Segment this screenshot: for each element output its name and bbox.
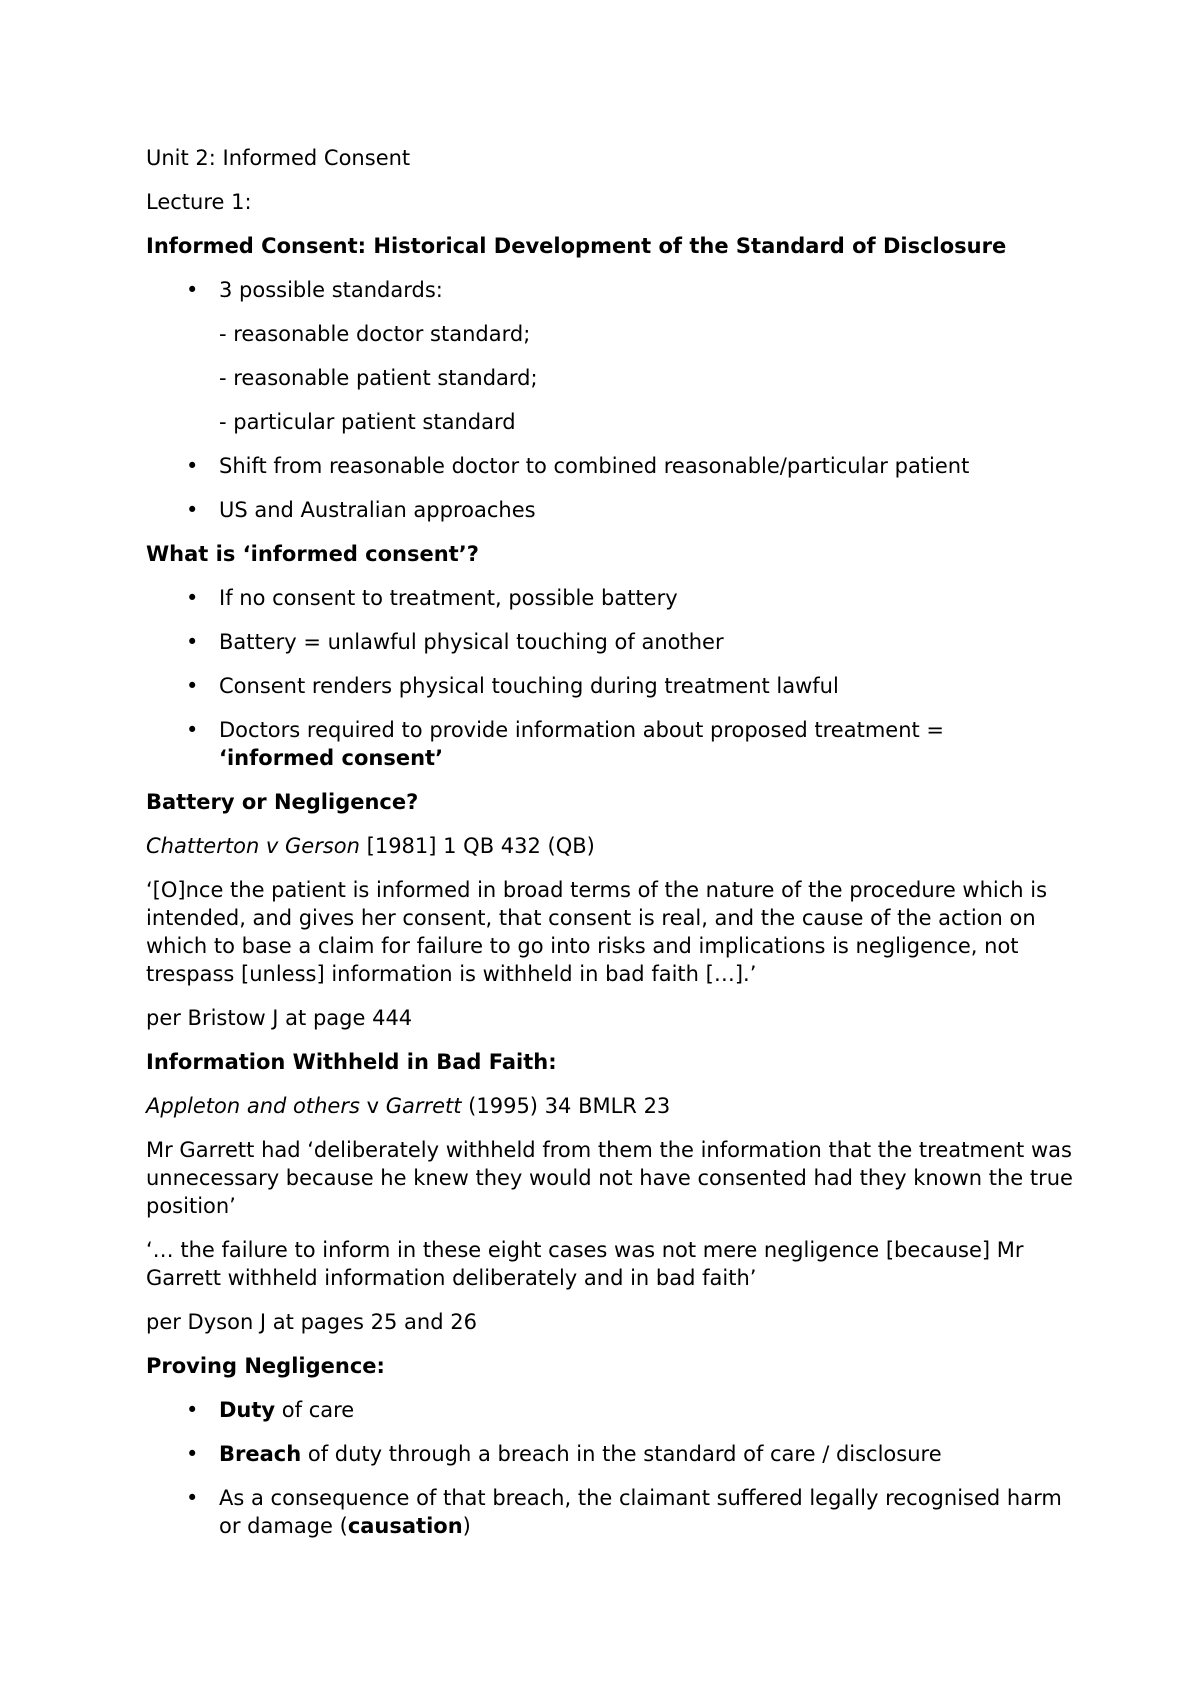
sub-item-reasonable-patient: - reasonable patient standard; [219, 366, 538, 390]
list-item [146, 1484, 1086, 1540]
list-item [146, 276, 1086, 436]
case-citation: (1995) 34 BMLR 23 [461, 1094, 671, 1118]
case-quote: ‘[O]nce the patient is informed in broad terms of the nature of the procedure which is intended, and gives her consent, that consent is real, and the cause of the action on which to base a claim for failure to go into risks and implications is negligence, not trespass [unless] information is withheld in bad faith […].’ [146, 878, 1048, 986]
list-item [146, 716, 1086, 772]
case-quote: ‘… the failure to inform in these eight cases was not mere negligence [because] Mr Garrett withheld information deliberately and in bad faith’ [146, 1238, 1024, 1290]
list-item [146, 1396, 1086, 1424]
list-item-bold: ‘informed consent’ [219, 746, 444, 770]
standards-sublist [219, 320, 1086, 436]
case-reference-appleton [146, 1092, 1086, 1120]
list-item-text: 3 possible standards: [219, 278, 443, 302]
informed-consent-list [146, 584, 1086, 772]
section-heading-proving-negligence: Proving Negligence: [146, 1354, 385, 1378]
list-item-text: As a consequence of that breach, the claimant suffered legally recognised harm or damage ( [219, 1486, 1062, 1538]
standards-list [146, 276, 1086, 524]
list-item-text: Doctors required to provide information about proposed treatment = [219, 718, 945, 742]
list-item: • US and Australian approaches [146, 496, 1086, 524]
list-item-bold: Duty [219, 1398, 276, 1422]
list-item-bold: causation [347, 1514, 463, 1538]
list-item-text: of care [275, 1398, 355, 1422]
unit-title: Unit 2: Informed Consent [146, 146, 411, 170]
list-item: • Battery = unlawful physical touching of another [146, 628, 1086, 656]
sub-item-particular-patient: - particular patient standard [219, 410, 516, 434]
list-item: • Consent renders physical touching during treatment lawful [146, 672, 1086, 700]
section-heading-what-is-informed-consent: What is ‘informed consent’? [146, 542, 479, 566]
quote-attribution: per Bristow J at page 444 [146, 1006, 413, 1030]
case-name-part1: Appleton and others [146, 1094, 360, 1118]
case-name-part2: Garrett [385, 1094, 462, 1118]
case-citation: [1981] 1 QB 432 (QB) [359, 834, 595, 858]
case-reference-chatterton [146, 832, 1086, 860]
list-item: • If no consent to treatment, possible battery [146, 584, 1086, 612]
case-name: Chatterton v Gerson [146, 834, 360, 858]
quote-attribution: per Dyson J at pages 25 and 26 [146, 1310, 477, 1334]
section-heading-bad-faith: Information Withheld in Bad Faith: [146, 1050, 557, 1074]
list-item-text: of duty through a breach in the standard of care / disclosure [301, 1442, 942, 1466]
list-item-bold: Breach [219, 1442, 302, 1466]
sub-item-reasonable-doctor: - reasonable doctor standard; [219, 322, 531, 346]
section-heading-battery-or-negligence: Battery or Negligence? [146, 790, 419, 814]
case-versus: v [359, 1094, 386, 1118]
list-item: • Shift from reasonable doctor to combined reasonable/particular patient [146, 452, 1086, 480]
lecture-label: Lecture 1: [146, 190, 252, 214]
list-item-text: ) [462, 1514, 471, 1538]
case-paragraph: Mr Garrett had ‘deliberately withheld from them the information that the treatment was unnecessary because he knew they would not have consented had they known the true position’ [146, 1138, 1073, 1218]
list-item [146, 1440, 1086, 1468]
section-heading-standard-of-disclosure: Informed Consent: Historical Development of the Standard of Disclosure [146, 234, 1007, 258]
negligence-elements-list [146, 1396, 1086, 1540]
document-body [146, 144, 1086, 1556]
